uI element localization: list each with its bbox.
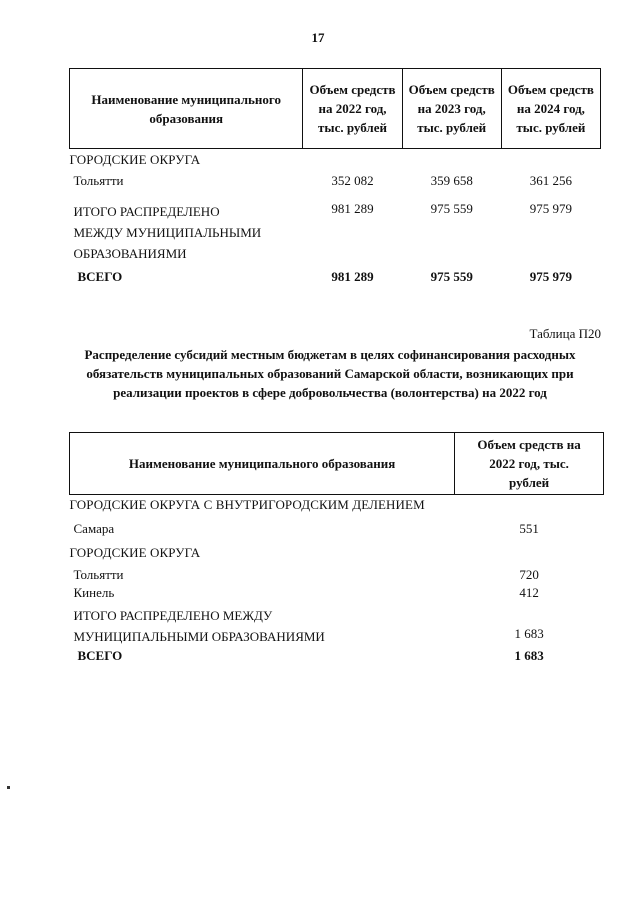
total-distributed-label-line2: МЕЖДУ МУНИЦИПАЛЬНЫМИ: [73, 224, 262, 240]
group-row: [70, 539, 604, 561]
total-distributed-2024: 975 979: [529, 200, 573, 216]
total-distributed-row: [70, 603, 604, 647]
total-distributed-label-line3: ОБРАЗОВАНИЯМИ: [73, 245, 187, 261]
row-value: 551: [519, 520, 539, 536]
table-header-row: [70, 433, 604, 495]
grand-total-row: [70, 647, 604, 669]
group-row: [70, 495, 604, 517]
grand-total-label: ВСЕГО: [77, 268, 123, 284]
total-distributed-label: [70, 201, 303, 265]
row-name: Кинель: [73, 584, 115, 600]
row-value: 412: [519, 584, 539, 600]
row-name: Тольятти: [73, 566, 124, 582]
header-municipality: Наименование муниципального образования: [70, 69, 303, 149]
group-row: [70, 149, 601, 171]
header-2022: Объем средств на 2022 год, тыс. рублей: [455, 433, 604, 495]
group-city-districts: ГОРОДСКИЕ ОКРУГА: [69, 544, 201, 560]
row-value-2023: 359 658: [430, 172, 473, 188]
total-distributed-value: 1 683: [514, 625, 544, 641]
row-value-2022: 352 082: [331, 172, 374, 188]
grand-total-2022: 981 289: [331, 268, 374, 284]
header-2022: Объем средств на 2022 год, тыс. рублей: [303, 69, 402, 149]
table-row: [70, 583, 604, 603]
scan-artifact-mark: [7, 786, 10, 789]
total-distributed-2023: 975 559: [430, 200, 473, 216]
budget-table-main: [69, 68, 601, 289]
grand-total-2023: 975 559: [430, 268, 473, 284]
total-distributed-row: [70, 201, 601, 265]
table-label: Таблица П20: [529, 326, 601, 341]
table-row: [70, 561, 604, 583]
table-row: [70, 171, 601, 201]
total-distributed-2022: 981 289: [331, 200, 374, 216]
header-2024: Объем средств на 2024 год, тыс. рублей: [501, 69, 600, 149]
grand-total-value: 1 683: [514, 647, 544, 663]
total-distributed-label-line1: ИТОГО РАСПРЕДЕЛЕНО МЕЖДУ: [73, 607, 273, 623]
header-municipality: Наименование муниципального образования: [70, 433, 455, 495]
total-distributed-label-line2: МУНИЦИПАЛЬНЫМИ ОБРАЗОВАНИЯМИ: [73, 628, 325, 644]
total-distributed-label: [70, 603, 455, 647]
row-name: Самара: [73, 520, 115, 536]
row-value: 720: [519, 566, 539, 582]
group-intracity-districts: ГОРОДСКИЕ ОКРУГА С ВНУТРИГОРОДСКИМ ДЕЛЕНИЕМ: [69, 497, 425, 512]
row-value-2024: 361 256: [529, 172, 573, 188]
grand-total-label: ВСЕГО: [77, 647, 123, 663]
group-city-districts: ГОРОДСКИЕ ОКРУГА: [69, 152, 201, 167]
header-2023: Объем средств на 2023 год, тыс. рублей: [402, 69, 501, 149]
subsidy-table: [69, 432, 604, 669]
grand-total-2024: 975 979: [529, 268, 573, 284]
table-title: Распределение субсидий местным бюджетам в целях софинансирования расходных обязательств муниципальных образований Самарской области, возникающих при реализации проектов в сфере добровольчества (волонтерства) на 2022 год: [84, 347, 576, 400]
page-number: 17: [311, 30, 325, 45]
row-name: Тольятти: [73, 172, 124, 188]
total-distributed-label-line1: ИТОГО РАСПРЕДЕЛЕНО: [73, 203, 220, 219]
table-row: [70, 517, 604, 539]
grand-total-row: [70, 265, 601, 289]
table-header-row: [70, 69, 601, 149]
